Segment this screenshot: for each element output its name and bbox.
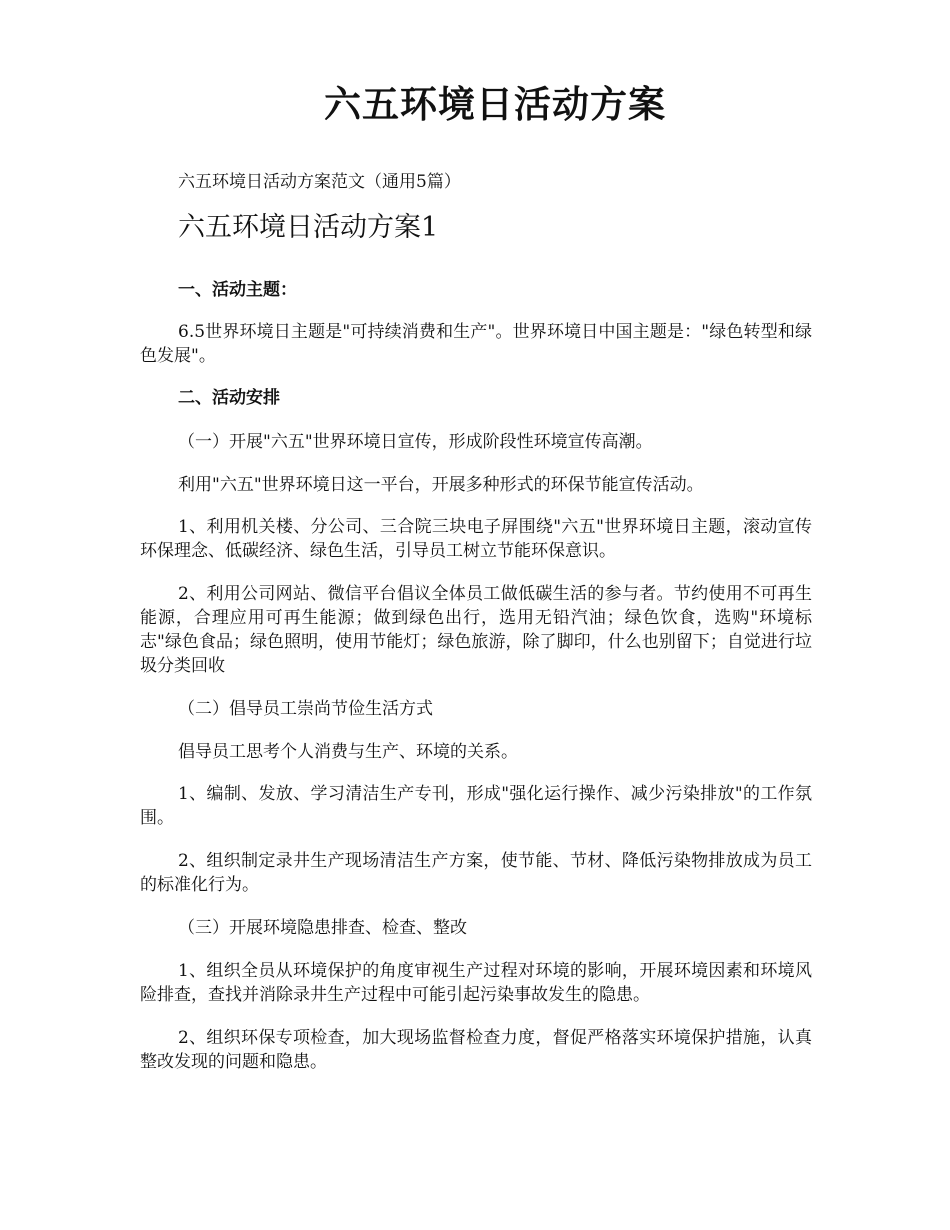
paragraph-screens: 1、利用机关楼、分公司、三合院三块电子屏围绕"六五"世界环境日主题，滚动宣传环保理念、低碳经济、绿色生活，引导员工树立节能环保意识。 [140,517,812,561]
paragraph-risk-screening: 1、组织全员从环境保护的角度审视生产过程对环境的影响，开展环境因素和环境风险排查，查找并消除录井生产过程中可能引起污染事故发生的隐患。 [140,961,812,1005]
heading-activity-arrangement: 二、活动安排 [178,388,280,408]
heading-activity-theme: 一、活动主题： [178,280,297,300]
list-item-hazard-inspection: （三）开展环境隐患排查、检查、整改 [178,918,467,938]
paragraph-clean-production-plan: 2、组织制定录井生产现场清洁生产方案，使节能、节材、降低污染物排放成为员工的标准化行为。 [140,851,812,895]
document-title: 六五环境日活动方案 [324,82,666,126]
section-heading: 六五环境日活动方案1 [178,212,439,243]
document-subtitle: 六五环境日活动方案范文（通用5篇） [178,172,461,192]
paragraph-theme: 6.5世界环境日主题是"可持续消费和生产"。世界环境日中国主题是："绿色转型和绿色发展"。 [140,322,812,366]
paragraph-consumption: 倡导员工思考个人消费与生产、环境的关系。 [178,742,518,762]
list-item-publicity: （一）开展"六五"世界环境日宣传，形成阶段性环境宣传高潮。 [178,432,653,452]
paragraph-website: 2、利用公司网站、微信平台倡议全体员工做低碳生活的参与者。节约使用不可再生能源，合理应用可再生能源；做到绿色出行，选用无铅汽油；绿色饮食，选购"环境标志"绿色食品；绿色照明，使用节能灯；绿色旅游，除了脚印，什么也别留下；自觉进行垃圾分类回收 [140,584,812,676]
paragraph-platform: 利用"六五"世界环境日这一平台，开展多种形式的环保节能宣传活动。 [178,475,704,495]
list-item-frugal-lifestyle: （二）倡导员工崇尚节俭生活方式 [178,699,433,719]
paragraph-special-inspection: 2、组织环保专项检查，加大现场监督检查力度，督促严格落实环境保护措施，认真整改发现的问题和隐患。 [140,1028,812,1072]
paragraph-clean-production-bulletin: 1、编制、发放、学习清洁生产专刊，形成"强化运行操作、减少污染排放"的工作氛围。 [140,784,812,828]
